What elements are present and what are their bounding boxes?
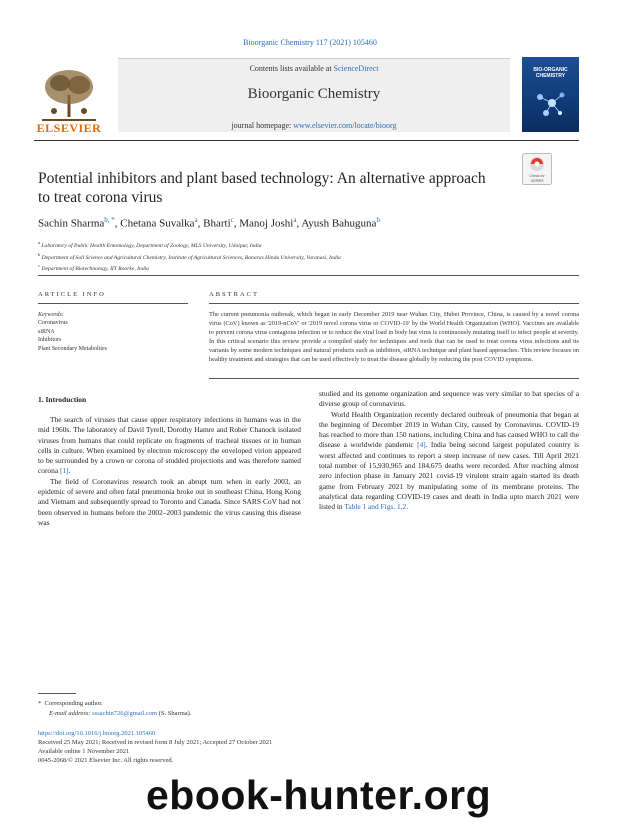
author-name[interactable]: Ayush Bahuguna xyxy=(301,217,377,230)
author-name[interactable]: Manoj Joshi xyxy=(239,217,294,230)
author-list: Sachin Sharma$^{b, *}$, Chetana Suvalka$^a$, Bharti$^c$, Manoj Joshi$^a$, Ayush Bahuguna$^b$ xyxy=(38,216,380,230)
paragraph-text: The search of viruses that cause upper respiratory infections in humans was in the mid 1960s. The laboratory of Davil Tyrell, Dorothy Hamre and Rober Chanock isolated viruses from humans that could replicate on fragments of tracheal tissues or in human cells in culture. When examined by electron microscopy the enveloped virion appeared to be surrounded by a crown or corona of studded projections and was therefore named corona xyxy=(38,415,301,476)
footnote-text: Corresponding author. xyxy=(44,700,103,707)
citation-link[interactable]: [1] xyxy=(59,466,69,476)
homepage-prefix: journal homepage: xyxy=(231,121,294,130)
email-link[interactable]: sssachin726@gmail.com xyxy=(92,709,158,717)
paragraph-text: . xyxy=(406,502,409,512)
affiliation-text: Department of Biotechnology, IIT Roorke, India xyxy=(41,266,149,273)
cover-molecule-graphic xyxy=(532,89,569,119)
author-sup[interactable]: b xyxy=(376,216,380,224)
keywords-label: Keywords: xyxy=(38,312,64,318)
author-name[interactable]: Chetana Suvalka xyxy=(120,217,195,230)
homepage-link[interactable]: www.elsevier.com/locate/bioorg xyxy=(293,121,397,130)
paragraph: studied and its genome organization and sequence was very similar to bat species of a diverse group of coronavirus. xyxy=(319,389,579,409)
article-info-heading: ARTICLE INFO xyxy=(38,291,106,298)
journal-cover-image[interactable] xyxy=(522,57,579,132)
author-sup[interactable]: a xyxy=(293,216,297,224)
keywords-block xyxy=(38,311,188,353)
author-name[interactable]: Bharti xyxy=(203,217,231,230)
email-suffix: (S. Sharma). xyxy=(157,709,192,717)
cover-title: BIO-ORGANIC CHEMISTRY xyxy=(533,67,568,79)
contents-prefix: Contents lists available at xyxy=(249,64,334,73)
footnote xyxy=(38,699,338,718)
affiliation-item xyxy=(38,239,578,251)
article-metadata xyxy=(38,729,438,765)
affiliation-text: Department of Soil Science and Agricultural Chemistry, Institute of Agricultural Sciences, Banaras Hindu University, Varanasi, India xyxy=(41,254,341,261)
copyright: 0045-2068/© 2021 Elsevier Inc. All rights reserved. xyxy=(38,757,174,764)
paragraph: The field of Coronavirus research took an abrupt turn when in early 2003, an epidemic of severe and often fatal pneumonia broke out in southeast China, Hong Kong and Vietnam and subsequently spread to Toronto and Canada. Since SARS CoV had not been observed in humans before the 2002–2003 pandemic the virus causing this disease was xyxy=(38,476,301,527)
section-heading-introduction: 1. Introduction xyxy=(38,395,87,404)
affiliations xyxy=(38,239,578,274)
abstract-heading: ABSTRACT xyxy=(209,291,259,298)
paragraph xyxy=(38,415,301,477)
journal-reference[interactable]: Bioorganic Chemistry 117 (2021) 105460 xyxy=(243,38,377,47)
header-divider xyxy=(34,140,579,141)
article-info-rule xyxy=(38,303,188,304)
abstract-text: The current pneumonia outbreak, which began in early December 2019 near Wuhan City, Hubei Province, China, is caused by a novel corona virus (CoV) known as '2019-nCoV' or '2019 novel corona virus or COVID-19' by the World Health Organization (WHO). Vaccines are available to prevent corona virus contagious infection or to reduce the viral load in body but virus is continuously mutating itself to infect people at severity. In this critical scenario this review provide a compiled study for techniques and tools that can be used to treat corona virus infections and its variants by some modern techniques and natural products such as inhibitors, siRNA technique and plant based approaches. This review focuses on healthy treatment and strategies that can be used effectively to treat the disease globally by reducing the post COVID symptoms. xyxy=(209,311,579,363)
body-right-column xyxy=(319,389,579,513)
article-title: Potential inhibitors and plant based technology: An alternative approach to treat corona virus xyxy=(38,170,486,206)
affiliation-sup: c xyxy=(38,263,40,269)
check-updates-icon xyxy=(522,153,552,185)
publisher-logo-text: ELSEVIER xyxy=(36,121,102,135)
paragraph-text: . xyxy=(68,466,71,476)
author-sup[interactable]: c xyxy=(230,216,234,224)
keyword-item: Plant Secondary Metabolites xyxy=(38,345,107,352)
keyword-item: Inhibitors xyxy=(38,337,62,344)
email-label: E-mail address: xyxy=(49,709,93,717)
check-for-updates-badge[interactable] xyxy=(522,153,552,185)
citation-link[interactable]: [4] xyxy=(417,440,426,450)
keyword-item: Coronavirus xyxy=(38,320,68,327)
check-badge-line2: updates xyxy=(530,178,544,183)
received-dates: Received 25 May 2021; Received in revised form 8 July 2021; Accepted 27 October 2021 xyxy=(38,739,273,746)
doi-link[interactable]: https://doi.org/10.1016/j.bioorg.2021.105460 xyxy=(38,730,156,737)
paragraph-text: World Health Organization recently declared outbreak of pneumonia that began at the beginning of December 2019 in Wuhan City, caused by Coronavirus. COVID-19 has reached to more than 150 nations, including China and has caused WHO to call the disease a worldwide pandemic xyxy=(319,409,579,450)
affiliation-divider xyxy=(38,275,579,276)
email-line xyxy=(38,709,338,719)
paragraph xyxy=(319,410,579,513)
footnote-rule xyxy=(38,693,76,694)
check-badge-line1: Check for xyxy=(529,174,545,178)
footnote-marker: * xyxy=(38,700,42,707)
keyword-item: siRNA xyxy=(38,328,55,335)
online-date: Available online 1 November 2021 xyxy=(38,748,130,755)
affiliation-sup: a xyxy=(38,240,40,245)
table-figure-link[interactable]: Table 1 and Figs. 1,2 xyxy=(344,502,407,512)
author-sup[interactable]: b, * xyxy=(104,216,115,224)
journal-name: Bioorganic Chemistry xyxy=(247,86,381,102)
affiliation-text: Laboratory of Public Health Entomology, Department of Zoology, MLS University, Udaipur, India xyxy=(41,242,262,249)
affiliation-sup: b xyxy=(38,251,41,257)
abstract-bottom-rule xyxy=(209,378,579,379)
watermark-text: ebook-hunter.org xyxy=(146,772,492,818)
author-name[interactable]: Sachin Sharma xyxy=(38,217,105,230)
contents-line xyxy=(118,64,510,73)
homepage-line xyxy=(118,121,510,130)
sciencedirect-link[interactable]: ScienceDirect xyxy=(333,64,379,73)
body-left-column xyxy=(38,415,301,528)
author-sup[interactable]: a xyxy=(194,216,198,224)
abstract-rule xyxy=(209,303,579,304)
affiliation-item xyxy=(38,251,578,263)
affiliation-item xyxy=(38,262,578,274)
corresponding-author-note xyxy=(38,699,338,709)
paragraph-text: . India being second largest populated country is worst affected and continues to report a steep increase of new cases. Till April 2021 total number of 15,930,965 and 184,675 deaths were recorded. After reaching almost zero infection phase in January 2021 covid-19 virulent strain again started its death game from February 2021 by manipulating some of its membrane proteins. The analytical data regarding COVID-19 cases and death in India upto march 2021 were listed in xyxy=(319,440,580,512)
